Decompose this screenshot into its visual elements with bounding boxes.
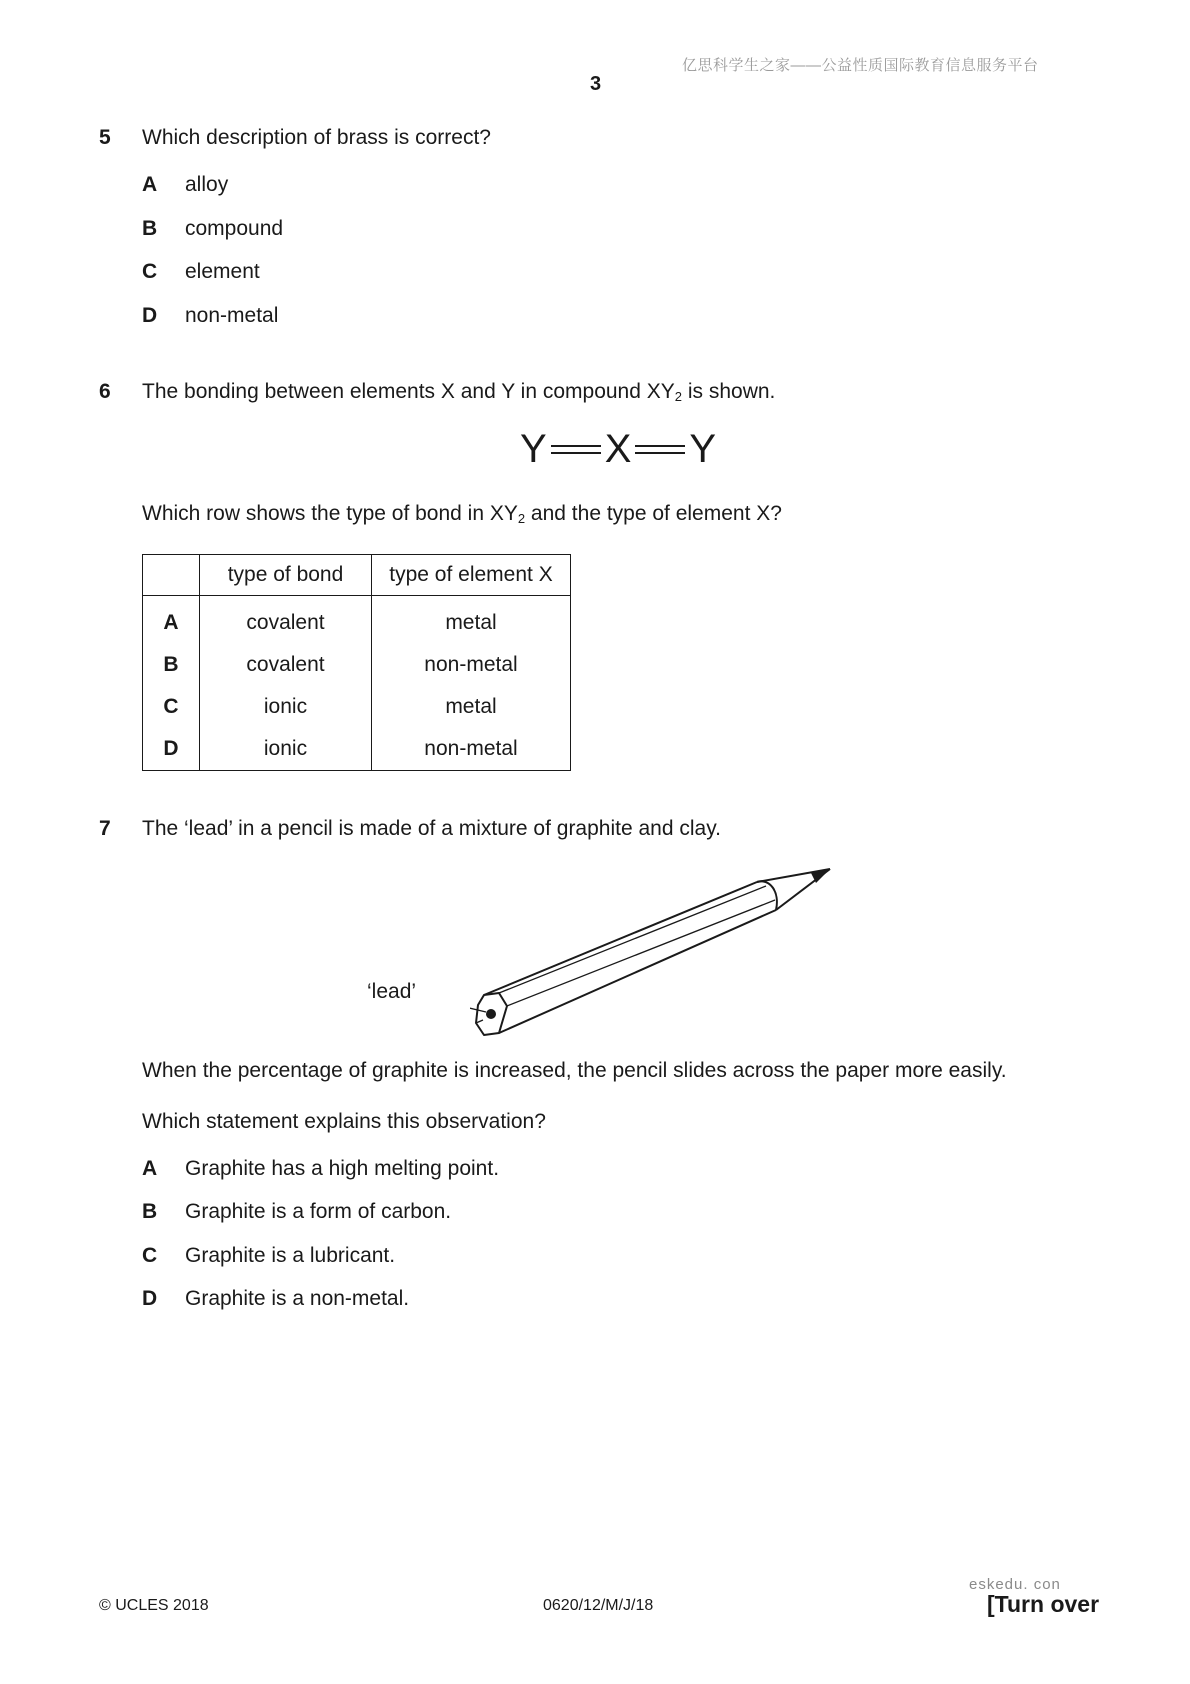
q5-option-text: element xyxy=(185,260,260,283)
table-cell: B xyxy=(143,644,200,686)
table-row xyxy=(143,686,571,728)
pencil-diagram xyxy=(470,860,840,1040)
page-number: 3 xyxy=(590,73,602,95)
footer-paper-code: 0620/12/M/J/18 xyxy=(543,1597,654,1614)
table-cell: ionic xyxy=(200,686,372,728)
watermark-text: 亿思科学生之家——公益性质国际教育信息服务平台 xyxy=(682,57,1039,74)
table-header-cell: type of element X xyxy=(372,555,571,596)
q5-option-letter: A xyxy=(142,173,158,196)
table-cell: metal xyxy=(445,695,497,718)
q7-option-text: Graphite has a high melting point. xyxy=(185,1157,500,1180)
double-bond xyxy=(635,445,685,454)
question-7-observation: When the percentage of graphite is increased, the pencil slides across the paper more easily. xyxy=(142,1059,1007,1082)
formula-atom-y-right: Y xyxy=(689,427,717,471)
q7-option-letter: B xyxy=(142,1200,158,1223)
question-6-prompt: Which row shows the type of bond in $XY_2$ and the type of element X? xyxy=(142,502,782,526)
turn-over-label: [Turn over xyxy=(987,1591,1100,1617)
q7-option-letter: C xyxy=(142,1244,158,1267)
lead-label: ‘lead’ xyxy=(367,980,417,1003)
q5-option-letter: C xyxy=(142,260,158,283)
q5-option-text: alloy xyxy=(185,173,229,196)
question-5-number: 5 xyxy=(99,126,111,149)
question-7-number: 7 xyxy=(99,817,111,840)
question-7-prompt: Which statement explains this observation? xyxy=(142,1110,546,1133)
q5-option-letter: B xyxy=(142,217,158,240)
q7-option-letter: D xyxy=(142,1287,158,1310)
formula-atom-y-left: Y xyxy=(520,427,547,471)
table-cell: covalent xyxy=(200,644,372,686)
table-cell: metal xyxy=(445,611,497,634)
table-header-cell: type of bond xyxy=(200,555,372,596)
footer-copyright: © UCLES 2018 xyxy=(99,1597,209,1614)
table-header-cell xyxy=(143,555,200,596)
q5-option-text: compound xyxy=(185,217,284,240)
table-row xyxy=(143,728,571,771)
table-cell: D xyxy=(143,728,200,771)
formula-atom-x: X xyxy=(604,427,632,471)
table-cell: A xyxy=(143,596,200,645)
table-cell: covalent xyxy=(200,596,372,645)
q7-option-letter: A xyxy=(142,1157,158,1180)
table-cell: non-metal xyxy=(424,653,518,676)
question-6-number: 6 xyxy=(99,380,111,403)
question-5-text: Which description of brass is correct? xyxy=(142,126,491,149)
answer-table xyxy=(142,554,571,771)
q7-option-text: Graphite is a non-metal. xyxy=(185,1287,410,1310)
question-6-text: The bonding between elements X and Y in compound $XY_2$ is shown. xyxy=(142,380,776,404)
double-bond xyxy=(551,445,601,454)
bond-formula xyxy=(520,427,716,472)
table-header-row xyxy=(143,555,571,596)
q5-option-letter: D xyxy=(142,304,158,327)
q7-option-text: Graphite is a lubricant. xyxy=(185,1244,396,1267)
question-7-text: The ‘lead’ in a pencil is made of a mixture of graphite and clay. xyxy=(142,817,721,840)
q7-option-text: Graphite is a form of carbon. xyxy=(185,1200,452,1223)
table-row xyxy=(143,596,571,645)
table-row xyxy=(143,644,571,686)
table-cell: ionic xyxy=(200,728,372,771)
footer-site-watermark: eskedu. con xyxy=(969,1576,1061,1593)
table-cell: C xyxy=(143,686,200,728)
q5-option-text: non-metal xyxy=(185,304,279,327)
table-cell: non-metal xyxy=(424,737,518,760)
